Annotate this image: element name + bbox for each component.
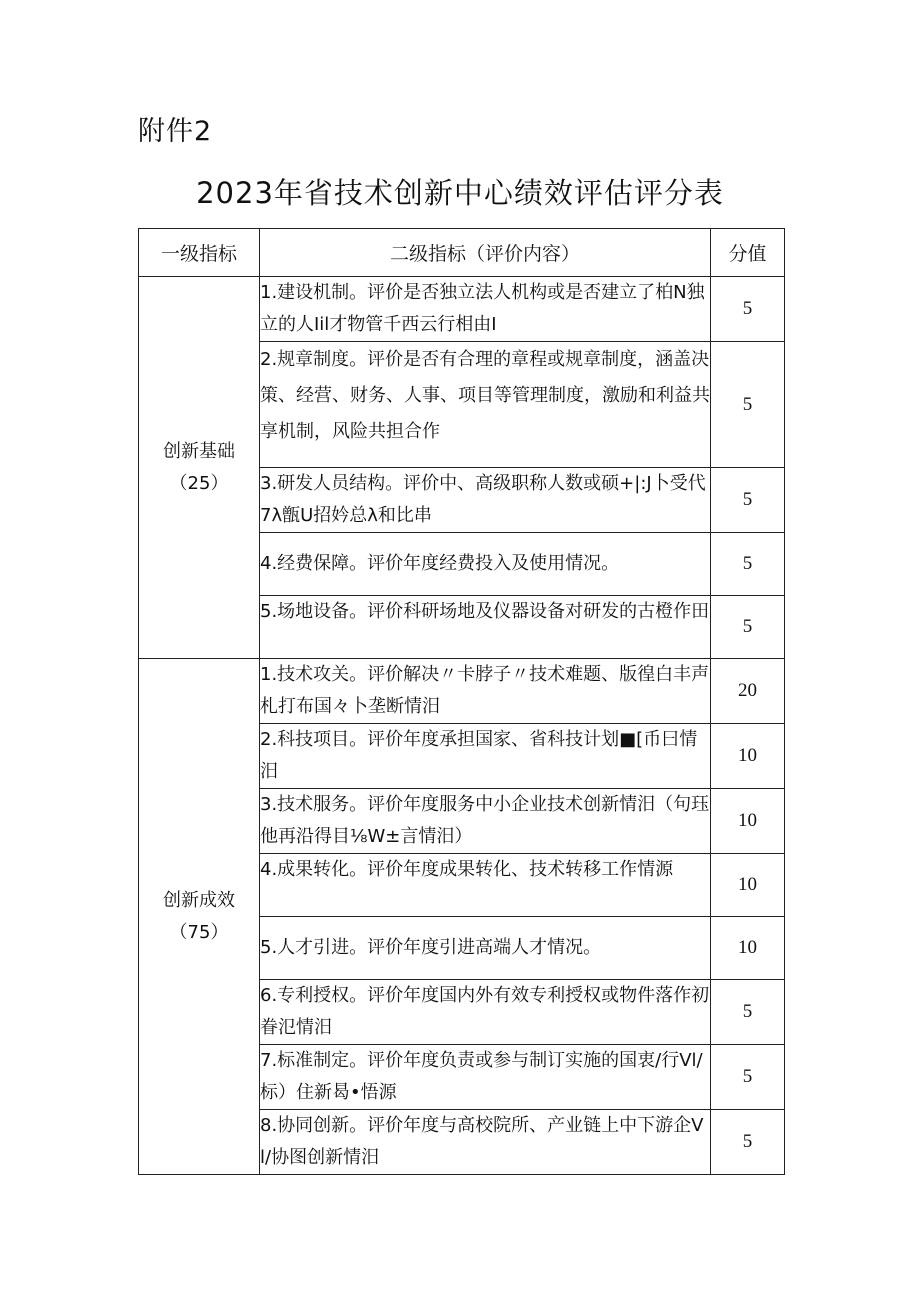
- group-name: 创新成效（75）: [139, 659, 260, 1175]
- attachment-label: 附件2: [138, 116, 213, 147]
- indicator-text: 3.研发人员结构。评价中、高级职称人数或硕+|:J卜受代7λ甑U招妗总λ和比串: [260, 468, 711, 533]
- indicator-text: 5.场地设备。评价科研场地及仪器设备对研发的古橙作田: [260, 596, 711, 659]
- table-row: [139, 659, 785, 724]
- table-header-row: [139, 229, 785, 277]
- header-score: 分值: [711, 229, 785, 277]
- score-value: 5: [711, 468, 785, 533]
- score-value: 10: [711, 789, 785, 854]
- score-value: 10: [711, 854, 785, 917]
- score-value: 5: [711, 1045, 785, 1110]
- indicator-text: 3.技术服务。评价年度服务中小企业技术创新情汨（句珏他再沿得目⅛W±言情汨）: [260, 789, 711, 854]
- indicator-text: 5.人才引进。评价年度引进高端人才情况。: [260, 917, 711, 980]
- indicator-text: 7.标准制定。评价年度负责或参与制订实施的国衷/行Vl/标）住新曷•悟源: [260, 1045, 711, 1110]
- score-value: 20: [711, 659, 785, 724]
- header-level2: 二级指标（评价内容）: [260, 229, 711, 277]
- indicator-text: 1.技术攻关。评价解决〃卡脖子〃技术难题、版徨白丰声札打布国々卜垄断情汨: [260, 659, 711, 724]
- table-row: [139, 277, 785, 342]
- indicator-text: 2.规章制度。评价是否有合理的章程或规章制度，涵盖决策、经营、财务、人事、项目等管理制度，激励和利益共享机制，风险共担合作: [260, 342, 711, 468]
- page-title: 2023年省技术创新中心绩效评估评分表: [196, 176, 724, 210]
- score-value: 5: [711, 533, 785, 596]
- score-value: 5: [711, 1110, 785, 1175]
- indicator-text: 6.专利授权。评价年度国内外有效专利授权或物件落作初眷氾情汨: [260, 980, 711, 1045]
- indicator-text: 8.协同创新。评价年度与高校院所、产业链上中下游企Vl/协图创新情汨: [260, 1110, 711, 1175]
- indicator-text: 1.建设机制。评价是否独立法人机构或是否建立了柏N独立的人Iil才物管千西云行相由I: [260, 277, 711, 342]
- score-value: 10: [711, 917, 785, 980]
- header-level1: 一级指标: [139, 229, 260, 277]
- score-value: 10: [711, 724, 785, 789]
- indicator-text: 4.经费保障。评价年度经费投入及使用情况。: [260, 533, 711, 596]
- indicator-text: 4.成果转化。评价年度成果转化、技术转移工作情源: [260, 854, 711, 917]
- group-name: 创新基础（25）: [139, 277, 260, 659]
- score-value: 5: [711, 277, 785, 342]
- score-value: 5: [711, 342, 785, 468]
- score-value: 5: [711, 596, 785, 659]
- score-value: 5: [711, 980, 785, 1045]
- indicator-text: 2.科技项目。评价年度承担国家、省科技计划■[币曰情汨: [260, 724, 711, 789]
- scoring-table: [138, 228, 785, 1175]
